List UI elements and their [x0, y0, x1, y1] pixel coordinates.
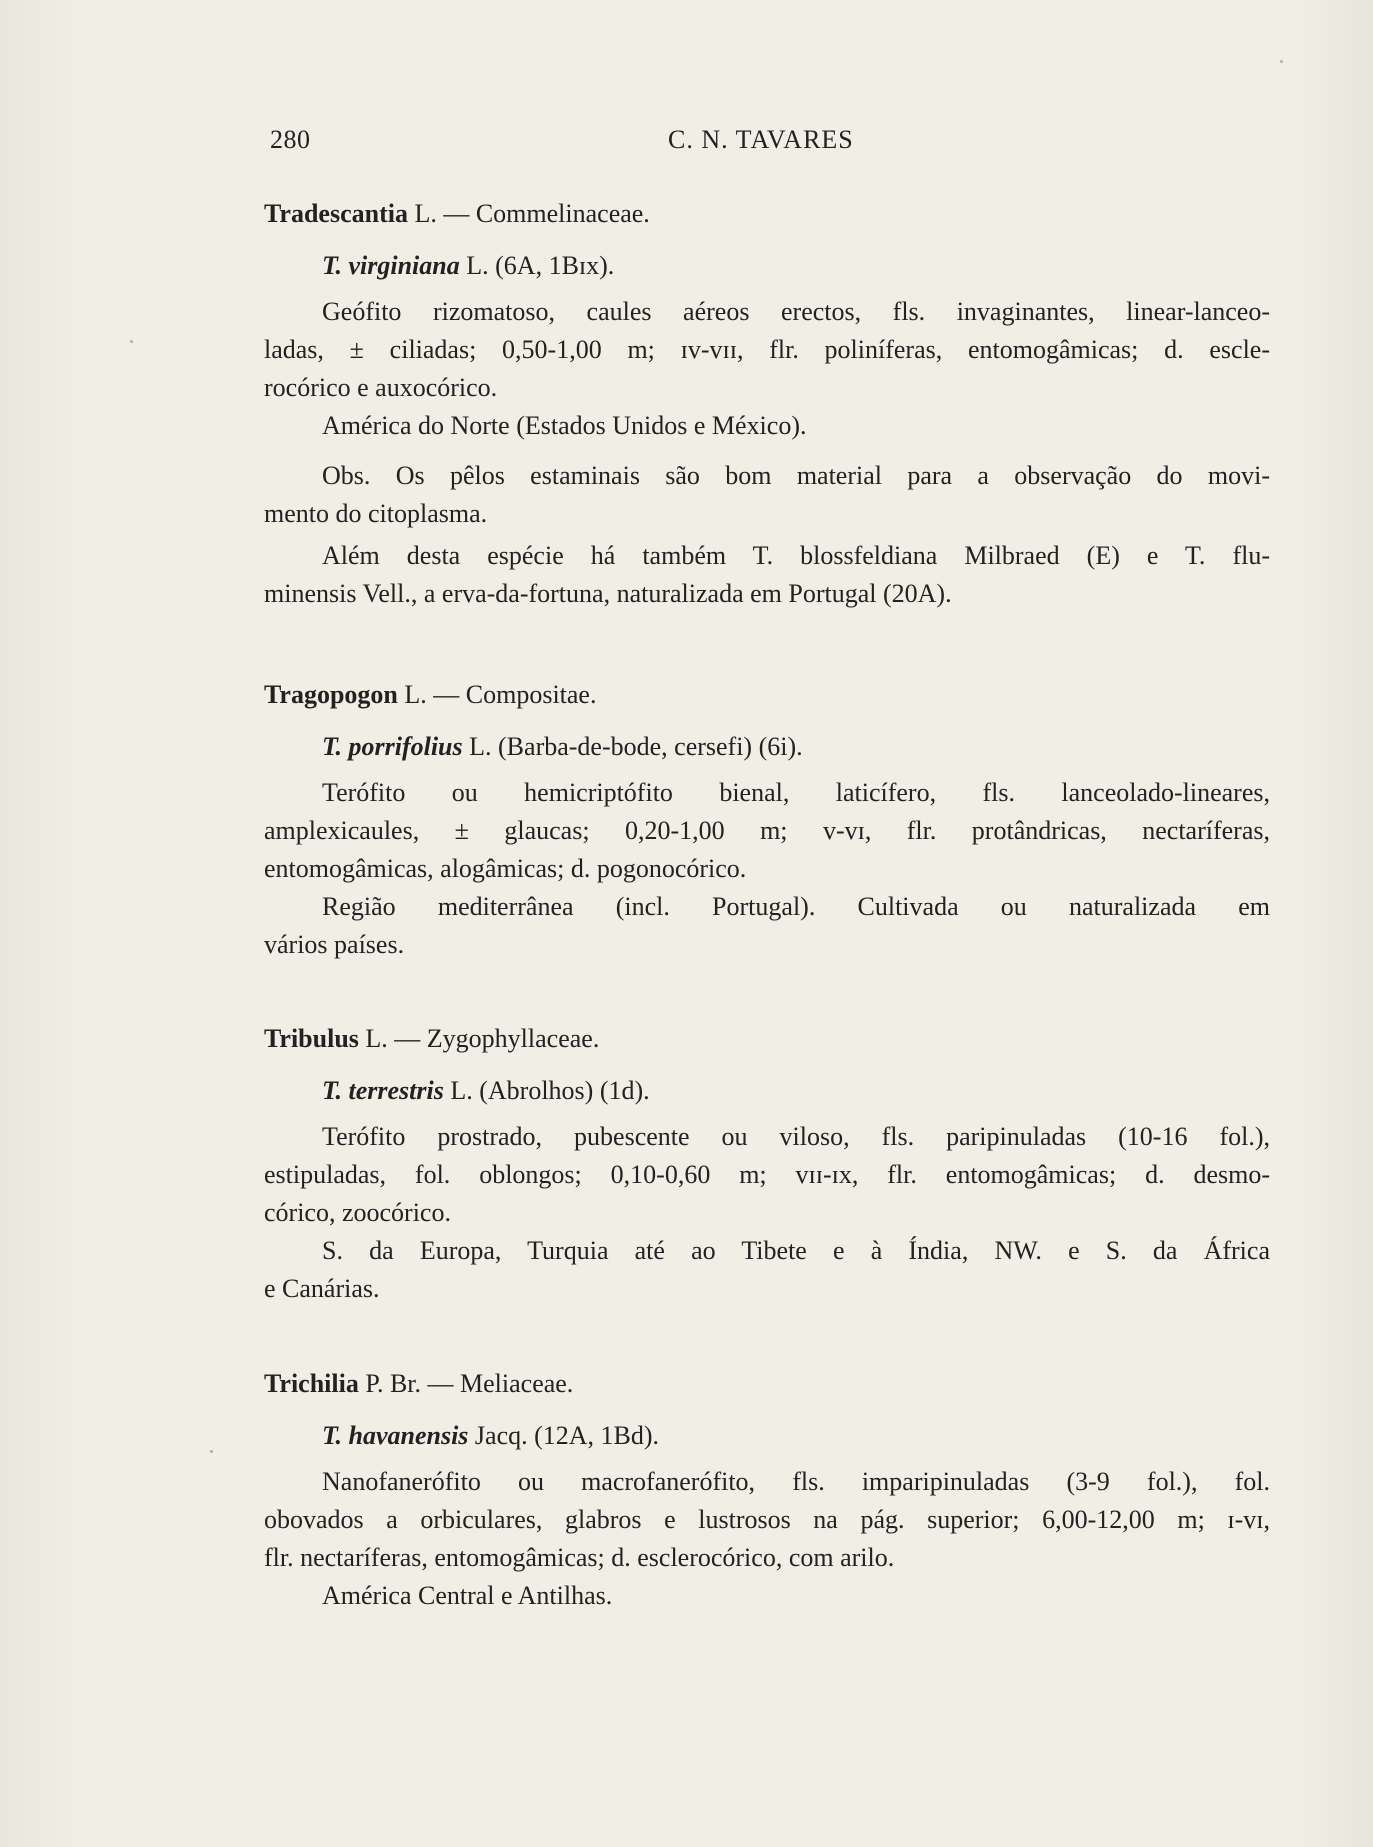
genus-heading: Tragopogon L. — Compositae.	[264, 680, 597, 709]
entry-tragopogon	[264, 676, 1270, 964]
paper-speck	[210, 1450, 213, 1453]
distribution-line: e Canárias.	[264, 1274, 380, 1303]
entry-tradescantia	[264, 195, 1270, 613]
paper-speck	[1280, 60, 1283, 63]
note-line: minensis Vell., a erva-da-fortuna, naturalizada em Portugal (20A).	[264, 579, 952, 608]
species-heading: T. havanensis Jacq. (12A, 1Bd).	[322, 1421, 660, 1450]
note-line: Além desta espécie há também T. blossfeldiana Milbraed (E) e T. flu-	[322, 541, 1270, 570]
entry-trichilia	[264, 1365, 1270, 1615]
paper-speck	[130, 340, 133, 343]
distribution-line: S. da Europa, Turquia até ao Tibete e à Índia, NW. e S. da África	[322, 1236, 1270, 1265]
note-line: mento do citoplasma.	[264, 499, 488, 528]
description-line: flr. nectaríferas, entomogâmicas; d. esclerocórico, com arilo.	[264, 1543, 895, 1572]
distribution-line: vários países.	[264, 930, 405, 959]
distribution-line: América Central e Antilhas.	[322, 1581, 613, 1610]
distribution-line: Região mediterrânea (incl. Portugal). Cultivada ou naturalizada em	[322, 892, 1270, 921]
note-line: Obs. Os pêlos estaminais são bom material para a observação do movi-	[322, 461, 1270, 490]
description-line: ladas, ± ciliadas; 0,50-1,00 m; ɪᴠ-ᴠɪɪ, flr. poliníferas, entomogâmicas; d. escle-	[264, 335, 1270, 364]
running-author: C. N. TAVARES	[668, 125, 854, 154]
description-line: rocórico e auxocórico.	[264, 373, 498, 402]
description-line: Nanofanerófito ou macrofanerófito, fls. imparipinuladas (3-9 fol.), fol.	[322, 1467, 1270, 1496]
description-line: estipuladas, fol. oblongos; 0,10-0,60 m; ᴠɪɪ-ɪx, flr. entomogâmicas; d. desmo-	[264, 1160, 1270, 1189]
species-heading: T. terrestris L. (Abrolhos) (1d).	[322, 1076, 650, 1105]
description-line: amplexicaules, ± glaucas; 0,20-1,00 m; ᴠ-ᴠɪ, flr. protândricas, nectaríferas,	[264, 816, 1270, 845]
description-line: obovados a orbiculares, glabros e lustrosos na pág. superior; 6,00-12,00 m; ɪ-ᴠɪ,	[264, 1505, 1270, 1534]
entry-tribulus	[264, 1020, 1270, 1308]
distribution-line: América do Norte (Estados Unidos e México).	[322, 411, 807, 440]
description-line: Geófito rizomatoso, caules aéreos erectos, fls. invaginantes, linear-lanceo-	[322, 297, 1270, 326]
description-line: Terófito ou hemicriptófito bienal, laticífero, fls. lanceolado-lineares,	[322, 778, 1270, 807]
page-number: 280	[270, 125, 311, 154]
genus-heading: Trichilia P. Br. — Meliaceae.	[264, 1369, 574, 1398]
genus-heading: Tradescantia L. — Commelinaceae.	[264, 199, 650, 228]
species-heading: T. virginiana L. (6A, 1Bɪx).	[322, 251, 615, 280]
description-line: córico, zoocórico.	[264, 1198, 451, 1227]
genus-heading: Tribulus L. — Zygophyllaceae.	[264, 1024, 600, 1053]
description-line: Terófito prostrado, pubescente ou viloso, fls. paripinuladas (10-16 fol.),	[322, 1122, 1270, 1151]
description-line: entomogâmicas, alogâmicas; d. pogonocórico.	[264, 854, 747, 883]
species-heading: T. porrifolius L. (Barba-de-bode, cersefi) (6i).	[322, 732, 803, 761]
